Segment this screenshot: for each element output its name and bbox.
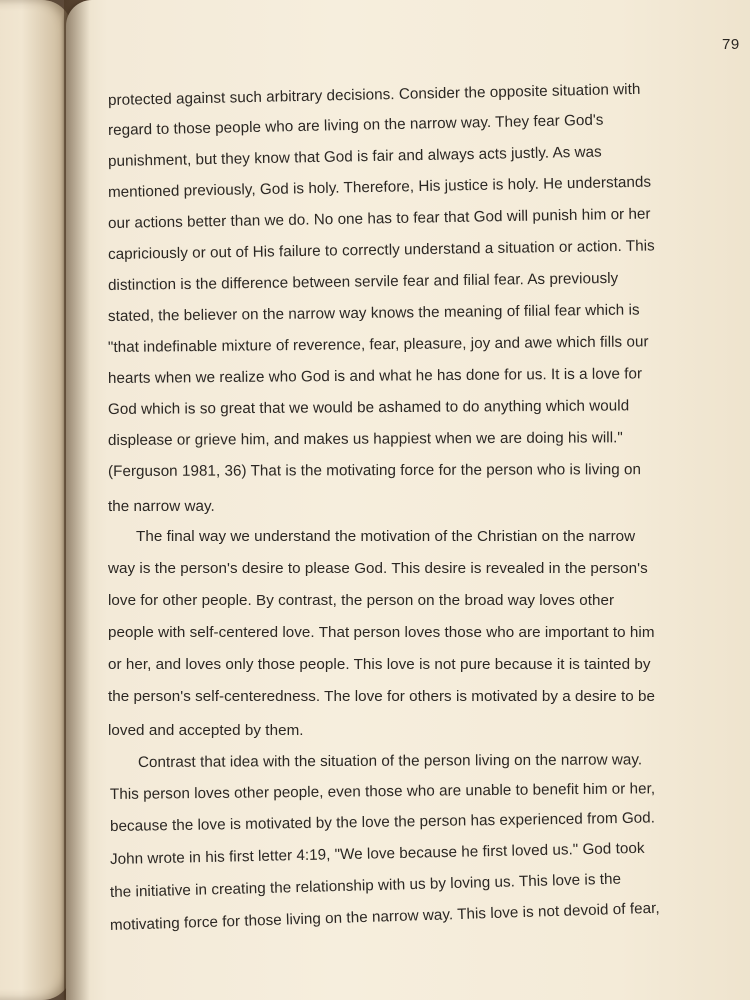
text-line: "that indefinable mixture of reverence, fear, pleasure, joy and awe which fills our (107, 333, 649, 356)
text-line: displease or grieve him, and makes us happiest when we are doing his will." (107, 429, 623, 449)
text-line: John wrote in his first letter 4:19, "We love because he first loved us." God took (109, 839, 645, 868)
text-line: capriciously or out of His failure to correctly understand a situation or action. This (107, 237, 655, 263)
text-line: the person's self-centeredness. The love for others is motivated by a desire to be (108, 688, 656, 705)
page-number: 79 (722, 36, 740, 53)
facing-page-edge (0, 0, 72, 1000)
text-line: love for other people. By contrast, the person on the broad way loves other (108, 592, 615, 609)
text-line: regard to those people who are living on the narrow way. They fear God's (107, 111, 604, 139)
text-line: hearts when we realize who God is and what he has done for us. It is a love for (107, 365, 643, 387)
text-line: God which is so great that we would be ashamed to do anything which would (107, 397, 630, 418)
book-page (66, 0, 750, 1000)
text-line: motivating force for those living on the narrow way. This love is not devoid of fear, (109, 899, 660, 934)
text-line: loved and accepted by them. (108, 722, 304, 739)
text-line: or her, and loves only those people. This love is not pure because it is tainted by (108, 656, 651, 673)
text-line: way is the person's desire to please God. This desire is revealed in the person's (108, 560, 648, 577)
text-line: distinction is the difference between servile fear and filial fear. As previously (107, 269, 619, 294)
text-line: people with self-centered love. That person loves those who are important to him (108, 624, 655, 641)
text-line: protected against such arbitrary decisions. Consider the opposite situation with (107, 80, 641, 109)
gutter-shadow (64, 0, 90, 1000)
text-line: the narrow way. (107, 497, 215, 515)
text-line: punishment, but they know that God is fair and always acts justly. As was (107, 143, 602, 170)
text-line: because the love is motivated by the love the person has experienced from God. (109, 809, 656, 835)
text-line: (Ferguson 1981, 36) That is the motivating force for the person who is living on (107, 461, 642, 480)
text-line: the initiative in creating the relationship with us by loving us. This love is the (109, 870, 622, 901)
text-line: This person loves other people, even those who are unable to benefit him or her, (109, 780, 656, 803)
text-line: our actions better than we do. No one has to fear that God will punish him or her (107, 205, 651, 232)
text-line: The final way we understand the motivation of the Christian on the narrow (136, 528, 636, 545)
text-line: Contrast that idea with the situation of the person living on the narrow way. (137, 751, 643, 771)
text-line: mentioned previously, God is holy. Therefore, His justice is holy. He understands (107, 173, 652, 201)
text-line: stated, the believer on the narrow way knows the meaning of filial fear which is (107, 301, 640, 325)
